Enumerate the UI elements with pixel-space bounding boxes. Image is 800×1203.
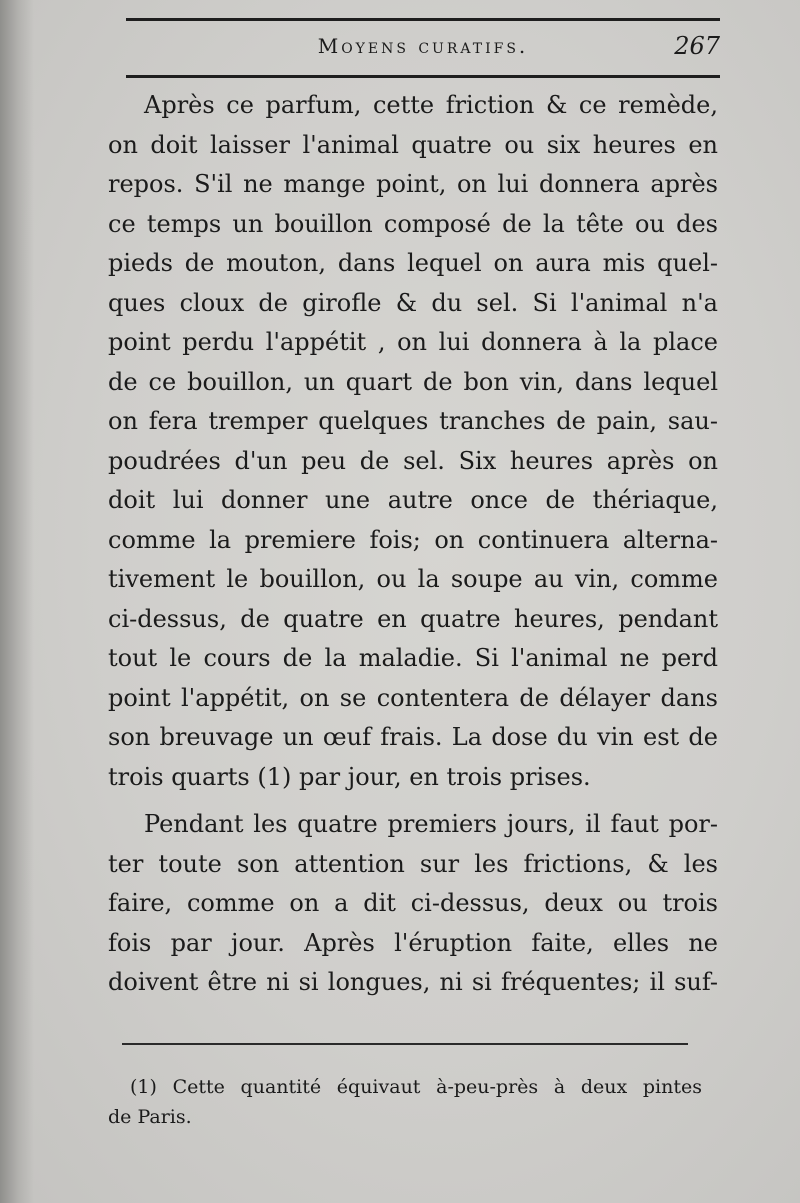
- header-rule-bottom: [126, 75, 720, 78]
- text-line: faire, comme on a dit ci-dessus, deux ou trois: [108, 889, 718, 917]
- footnote: [108, 1072, 702, 1132]
- running-head: [126, 28, 720, 74]
- body-text: [108, 86, 718, 1003]
- text-line: poudrées d'un peu de sel. Six heures après on: [108, 446, 718, 475]
- text-line: Après ce parfum, cette friction & ce remède,: [144, 91, 718, 119]
- text-line: ce temps un bouillon composé de la tête ou des: [108, 209, 718, 238]
- text-line: comme la premiere fois; on continuera alterna-: [108, 525, 718, 554]
- text-line: point perdu l'appétit , on lui donnera à la place: [108, 328, 718, 356]
- footnote-line: (1) Cette quantité équivaut à-peu-près à deux pintes: [130, 1076, 702, 1098]
- text-line: point l'appétit, on se contentera de délayer dans: [108, 683, 718, 712]
- text-line: doivent être ni si longues, ni si fréquentes; il suf-: [108, 968, 718, 996]
- text-line: fois par jour. Après l'éruption faite, elles ne: [108, 928, 718, 957]
- text-line: son breuvage un œuf frais. La dose du vin est de: [108, 723, 718, 751]
- text-line: tivement le bouillon, ou la soupe au vin, comme: [108, 565, 718, 593]
- paragraph-gap: [108, 797, 718, 805]
- text-line: ques cloux de girofle & du sel. Si l'animal n'a: [108, 288, 718, 317]
- running-title: Moyens curatifs.: [317, 34, 529, 58]
- gutter-shadow: [0, 0, 34, 1203]
- text-line: doit lui donner une autre once de thériaque,: [108, 486, 718, 514]
- text-line: tout le cours de la maladie. Si l'animal ne perd: [108, 644, 718, 672]
- text-line: on fera tremper quelques tranches de pain, sau-: [108, 407, 718, 435]
- page-number: 267: [674, 32, 720, 60]
- text-line: repos. S'il ne mange point, on lui donnera après: [108, 170, 718, 198]
- header-rule-top: [126, 18, 720, 21]
- text-line: ci-dessus, de quatre en quatre heures, pendant: [108, 604, 718, 633]
- text-line: trois quarts (1) par jour, en trois prises.: [108, 762, 591, 791]
- text-line: on doit laisser l'animal quatre ou six heures en: [108, 130, 718, 159]
- text-line: de ce bouillon, un quart de bon vin, dans lequel: [108, 367, 718, 396]
- text-line: Pendant les quatre premiers jours, il faut por-: [144, 810, 718, 838]
- text-line: pieds de mouton, dans lequel on aura mis quel-: [108, 249, 718, 277]
- text-line: ter toute son attention sur les frictions, & les: [108, 849, 718, 878]
- footnote-line: de Paris.: [108, 1106, 192, 1128]
- footnote-rule: [122, 1043, 688, 1045]
